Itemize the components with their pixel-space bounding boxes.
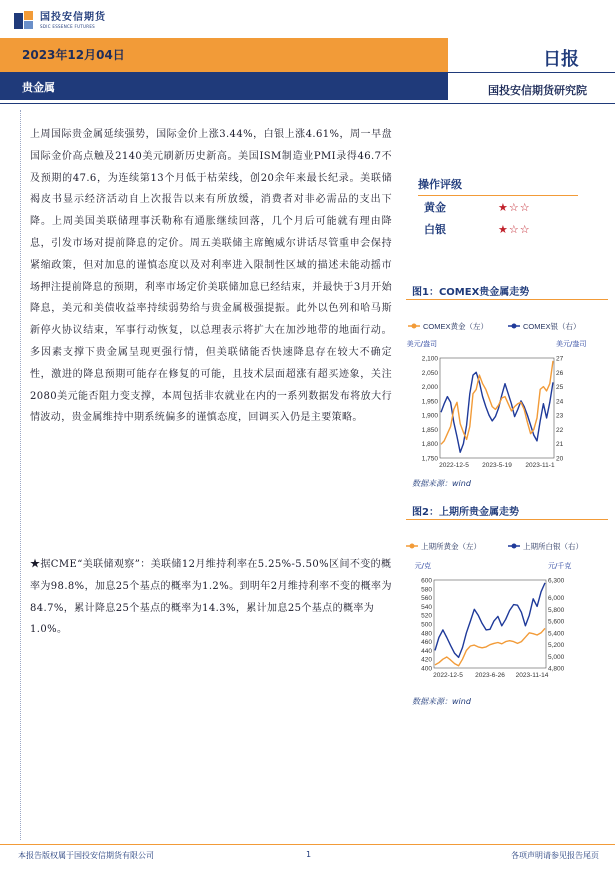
right-tick-label: 20	[556, 455, 564, 463]
figure1-rule	[406, 299, 608, 300]
x-tick-label: 2022-12-5	[433, 672, 463, 679]
left-tick-label: 1,900	[421, 412, 438, 420]
right-tick-label: 5,200	[548, 642, 565, 650]
right-tick-label: 27	[556, 355, 564, 363]
left-tick-label: 460	[421, 639, 432, 647]
star-rating-icon: ★☆☆	[498, 222, 531, 236]
x-tick-label: 2023-11-14	[515, 672, 549, 679]
report-date: 2023年12月04日	[22, 48, 125, 62]
right-tick-label: 5,600	[548, 618, 565, 626]
company-logo	[14, 10, 106, 32]
figure2-caption: 图2：上期所贵金属走势	[412, 507, 519, 518]
page-number: 1	[306, 850, 312, 859]
logo-name-en: SDIC ESSENCE FUTURES	[40, 24, 96, 29]
right-tick-label: 24	[556, 398, 564, 406]
rating-title: 操作评级	[418, 176, 578, 196]
rating-row-gold	[418, 196, 578, 218]
left-tick-label: 580	[421, 586, 432, 594]
plot-area	[434, 580, 546, 668]
left-tick-label: 1,850	[421, 426, 438, 434]
right-tick-label: 4,800	[548, 665, 565, 673]
x-tick-label: 2023-6-26	[475, 672, 505, 679]
right-tick-label: 5,000	[548, 653, 565, 661]
left-tick-label: 2,100	[421, 355, 438, 363]
right-tick-label: 22	[556, 426, 564, 434]
footer-copyright: 本报告版权属于国投安信期货有限公司	[18, 851, 154, 860]
right-tick-label: 5,800	[548, 606, 565, 614]
right-tick-label: 6,300	[548, 577, 565, 585]
category-bar	[0, 72, 448, 100]
legend-label: 上期所白银（右）	[523, 542, 583, 551]
logo-mark-icon	[14, 11, 36, 31]
legend-label: 上期所黄金（左）	[421, 542, 481, 551]
star-rating-icon: ★☆☆	[498, 200, 531, 214]
report-type-title: 日报	[543, 49, 579, 70]
right-tick-label: 23	[556, 412, 564, 420]
logo-name-cn: 国投安信期货	[40, 12, 106, 23]
figure2-source: 数据来源：wind	[412, 697, 471, 706]
right-tick-label: 26	[556, 369, 564, 377]
figure2-rule	[406, 519, 608, 520]
left-tick-label: 1,800	[421, 441, 438, 449]
institute-name: 国投安信期货研究院	[488, 84, 587, 97]
header-bottom-divider	[0, 103, 615, 104]
left-tick-label: 500	[421, 621, 432, 629]
rating-name: 黄金	[424, 201, 446, 214]
comex-chart	[404, 318, 604, 468]
left-axis-unit: 元/克	[414, 562, 431, 570]
left-tick-label: 600	[421, 577, 432, 585]
series-line	[441, 361, 553, 444]
legend-label: COMEX银（右）	[523, 322, 581, 331]
x-tick-label: 2023-11-1	[525, 462, 555, 468]
date-bar	[0, 38, 448, 72]
legend-marker	[512, 324, 517, 329]
left-tick-label: 440	[421, 647, 432, 655]
footer-divider	[0, 844, 615, 845]
legend-marker	[412, 324, 417, 329]
margin-rule	[20, 110, 21, 840]
right-tick-label: 5,400	[548, 630, 565, 638]
right-axis-unit: 元/千克	[548, 562, 572, 570]
left-tick-label: 560	[421, 595, 432, 603]
left-tick-label: 480	[421, 630, 432, 638]
market-commentary: 上周国际贵金属延续强势，国际金价上涨3.44%，白银上涨4.61%，周一早盘国际金价高点触及2140美元刷新历史新高。美国ISM制造业PMI录得46.7不及预期的47.6，为连续第13个月低于枯荣线，创20余年来最长纪录。美联储褐皮书显示经济活动自上次报告以来有所放缓，消费者对非必需品的支出下降。上周美国美联储理事沃勒称有通胀继续回落，几个月后可能就有理由降息，引发市场对提前降息的定价。周五美联储主席鲍威尔讲话尽管重申会保持紧缩政策，但对加息的谨慎态度以及对利率进入限制性区域的描述未能动摇市场押注提前降息的预期，利率市场定价美联储加息已经结束，并最快于3月开始降息，美元和美债收益率持续弱势给与贵金属极强提振。此外以色列和哈马斯新停火协议结束，军事行动恢复，以总理表示将扩大在加沙地带的地面行动。多因素支撑下贵金属呈现更强行情，但美联储能否快速降息存在较大不确定性，激进的降息预期可能存在修复的可能，且技术层面超涨有超买迹象，关注2080美元能否阻力变支撑，本周包括非农就业在内的一系列数据发布将放大行情波动，贵金属维持中期系统偏多的谨慎态度，回调买入仍是主要策略。	[30, 129, 392, 424]
left-tick-label: 1,950	[421, 398, 438, 406]
legend-marker	[410, 544, 415, 549]
left-tick-label: 420	[421, 656, 432, 664]
x-tick-label: 2022-12-5	[439, 462, 469, 468]
left-tick-label: 2,050	[421, 369, 438, 377]
rating-row-silver	[418, 218, 578, 240]
footer-disclaimer: 各项声明请参见报告尾页	[511, 851, 599, 860]
right-tick-label: 21	[556, 441, 564, 449]
cme-fedwatch-note: ★据CME“美联储观察”：美联储12月维持利率在5.25%-5.50%区间不变的概率为98.8%，加息25个基点的概率为1.2%。到明年2月维持利率不变的概率为84.7%，累计降息25个基点的概率为14.3%，累计加息25个基点的概率为1.0%。	[30, 559, 392, 636]
left-tick-label: 520	[421, 612, 432, 620]
operation-rating	[418, 176, 578, 240]
report-category: 贵金属	[22, 81, 55, 94]
figure1-source: 数据来源：wind	[412, 479, 471, 488]
legend-label: COMEX黄金（左）	[423, 322, 489, 331]
header-divider	[448, 72, 615, 73]
rating-name: 白银	[424, 223, 446, 236]
series-line	[435, 583, 545, 658]
left-tick-label: 2,000	[421, 384, 438, 392]
right-axis-unit: 美元/盎司	[556, 340, 587, 348]
figure1-caption: 图1：COMEX贵金属走势	[412, 287, 530, 298]
right-tick-label: 6,000	[548, 595, 565, 603]
left-tick-label: 400	[421, 665, 432, 673]
left-axis-unit: 美元/盎司	[406, 340, 437, 348]
legend-marker	[512, 544, 517, 549]
x-tick-label: 2023-5-19	[482, 462, 512, 468]
shfe-chart	[404, 538, 604, 686]
left-tick-label: 540	[421, 603, 432, 611]
right-tick-label: 25	[556, 384, 564, 392]
left-tick-label: 1,750	[421, 455, 438, 463]
